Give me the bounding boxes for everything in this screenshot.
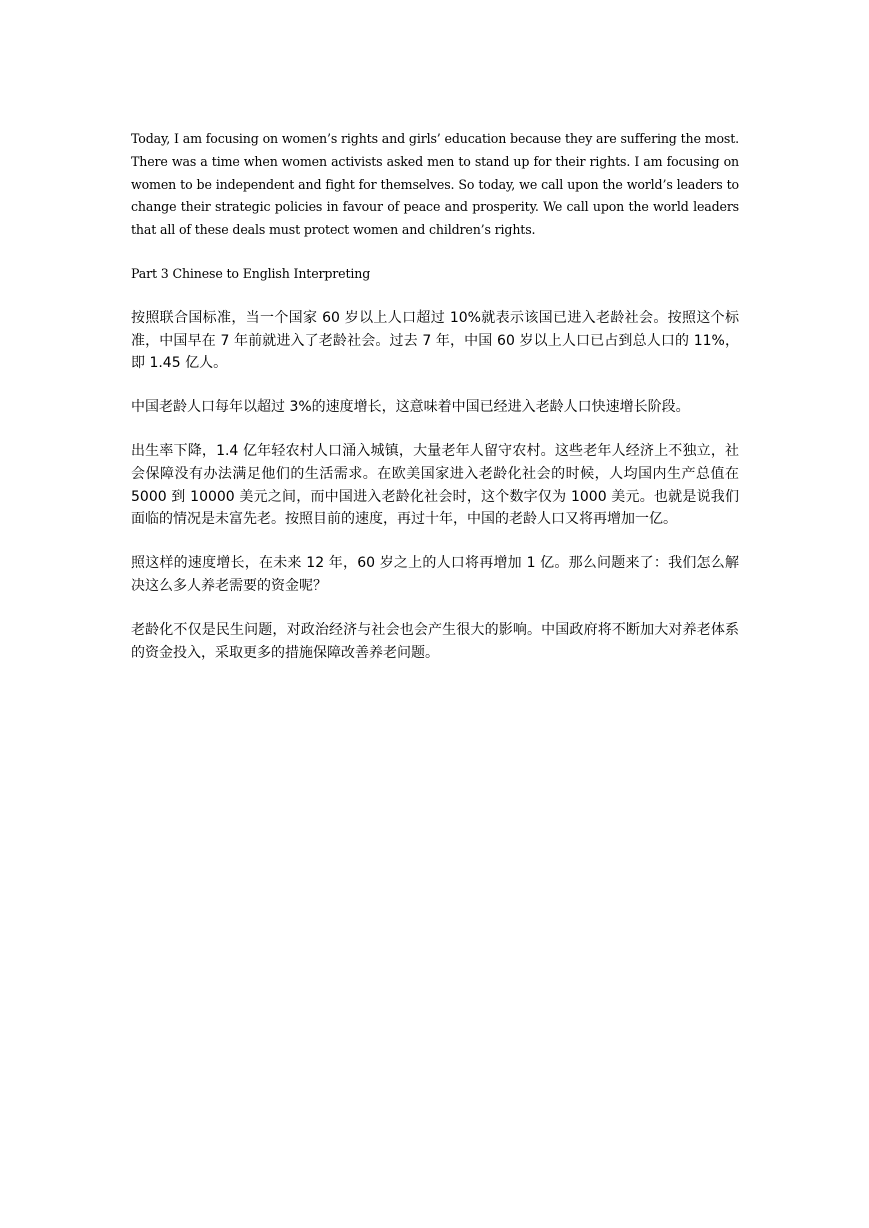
chinese-paragraph-3: 出生率下降，1.4 亿年轻农村人口涌入城镇，大量老年人留守农村。这些老年人经济上不独立，社会保障没有办法满足他们的生活需求。在欧美国家进入老龄化社会的时候，人均国内生产总值在 5000 到 10000 美元之间，而中国进入老龄化社会时，这个数字仅为 1000 美元。也就是说我们面临的情况是未富先老。按照目前的速度，再过十年，中国的老龄人口又将再增加一亿。 bbox=[131, 442, 739, 528]
chinese-paragraph-5: 老龄化不仅是民生问题，对政治经济与社会也会产生很大的影响。中国政府将不断加大对养老体系的资金投入，采取更多的措施保障改善养老问题。 bbox=[131, 621, 739, 661]
chinese-paragraph-4: 照这样的速度增长，在未来 12 年，60 岁之上的人口将再增加 1 亿。那么问题来了：我们怎么解决这么多人养老需要的资金呢？ bbox=[131, 555, 739, 594]
part-3-heading: Part 3 Chinese to English Interpreting bbox=[131, 265, 371, 281]
document-page bbox=[131, 128, 739, 664]
chinese-paragraph-2: 中国老龄人口每年以超过 3%的速度增长，这意味着中国已经进入老龄人口快速增长阶段。 bbox=[131, 399, 690, 416]
chinese-paragraph-1: 按照联合国标准，当一个国家 60 岁以上人口超过 10%就表示该国已进入老龄社会。按照这个标准，中国早在 7 年前就进入了老龄社会。过去 7 年，中国 60 岁以上人口已占到总人口的 11%，即 1.45 亿人。 bbox=[131, 309, 739, 372]
english-speech-paragraph: Today, I am focusing on women’s rights and girls’ education because they are suffering the most. There was a time when women activists asked men to stand up for their rights. I am focusing on women to be independent and fight for themselves. So today, we call upon the world’s leaders to change their strategic policies in favour of peace and prosperity. We call upon the world leaders that all of these deals must protect women and children’s rights. bbox=[131, 131, 739, 238]
